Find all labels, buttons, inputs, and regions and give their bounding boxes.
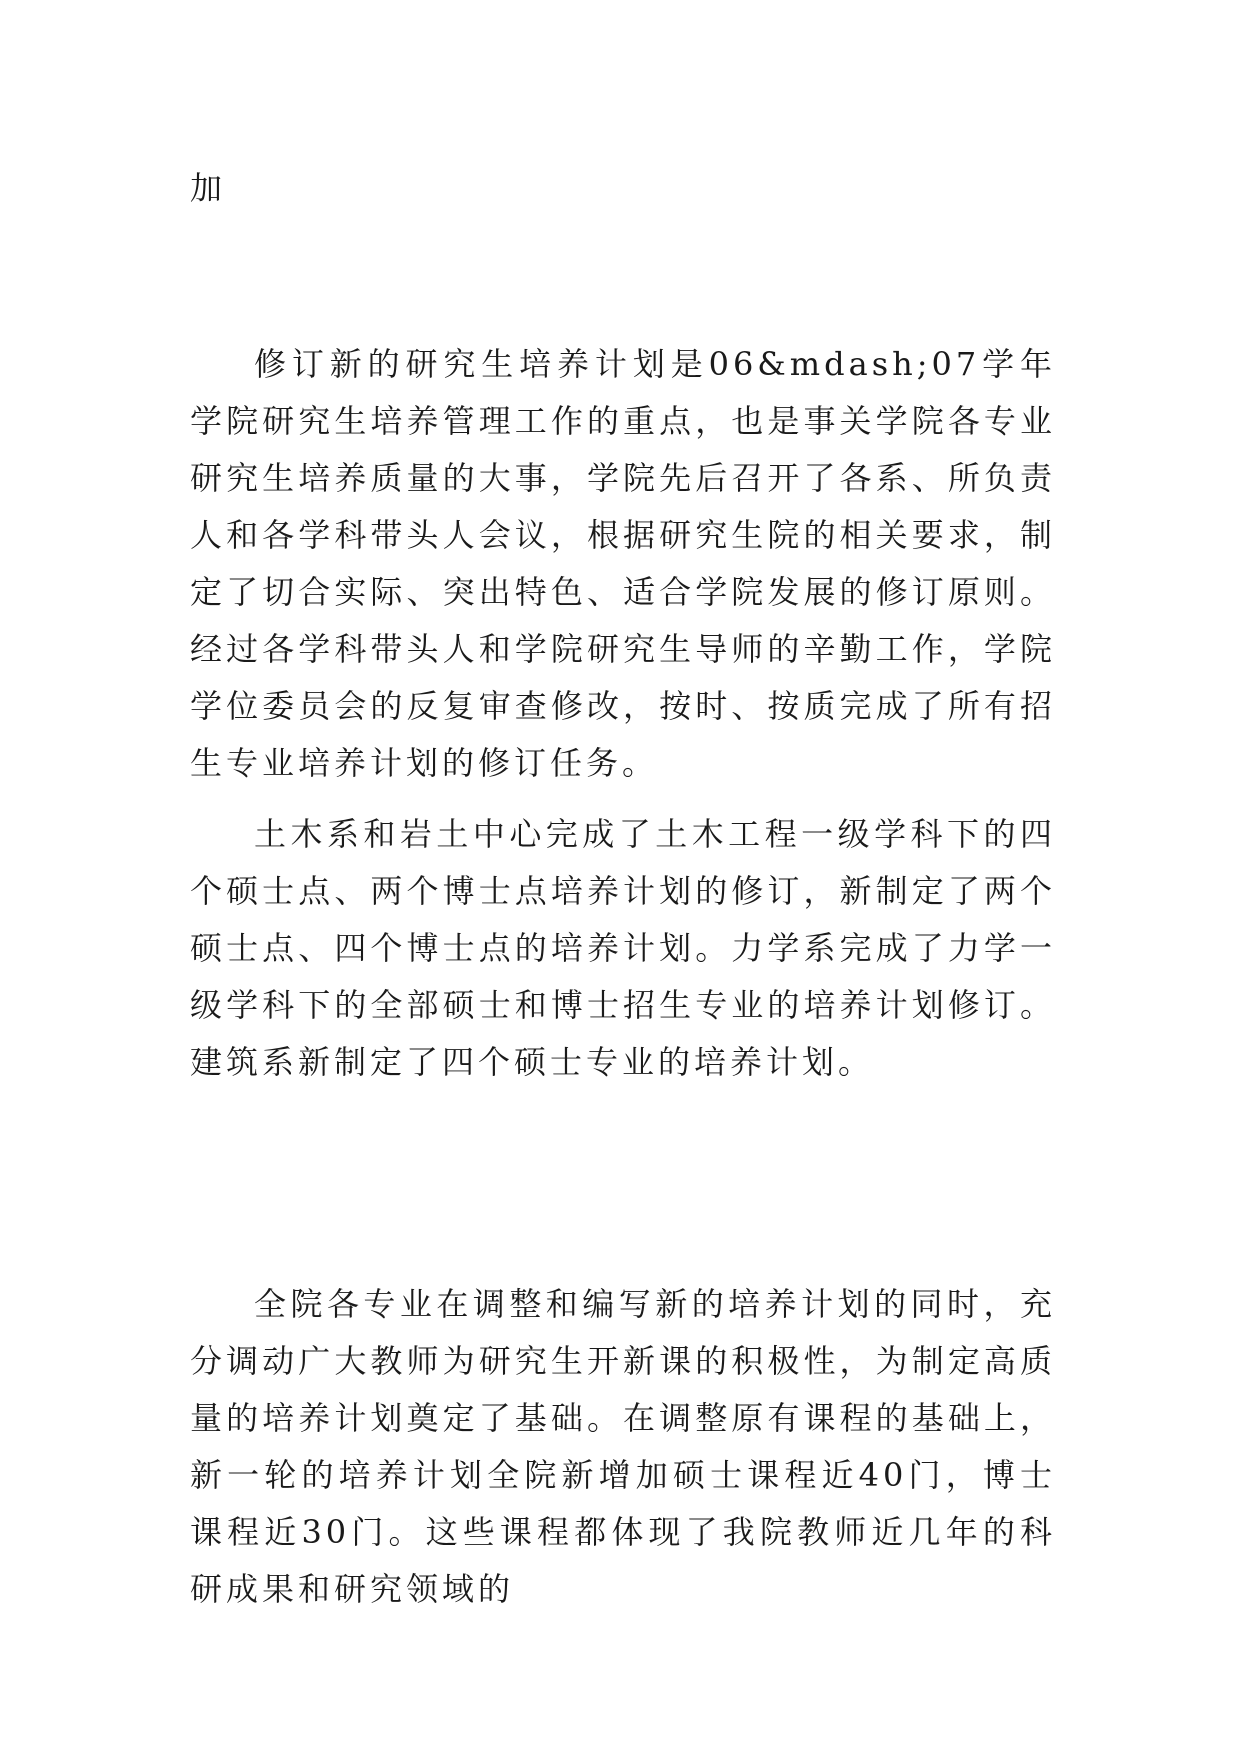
paragraph bbox=[190, 336, 1056, 792]
text-fragment: 加 bbox=[190, 169, 227, 207]
paragraph-text: 土木系和岩土中心完成了土木工程一级学科下的四个硕士点、两个博士点培养计划的修订，新制定了两个硕士点、四个博士点的培养计划。力学系完成了力学一级学科下的全部硕士和博士招生专业的培养计划修订。建筑系新制定了四个硕士专业的培养计划。 bbox=[190, 815, 1056, 1081]
paragraph bbox=[190, 1276, 1056, 1618]
paragraph-text: 全院各专业在调整和编写新的培养计划的同时，充分调动广大教师为研究生开新课的积极性，为制定高质量的培养计划奠定了基础。在调整原有课程的基础上，新一轮的培养计划全院新增加硕士课程近40门，博士课程近30门。这些课程都体现了我院教师近几年的科研成果和研究领域的 bbox=[190, 1285, 1056, 1608]
paragraph bbox=[190, 806, 1056, 1091]
paragraph-text: 修订新的研究生培养计划是06&mdash;07学年学院研究生培养管理工作的重点，也是事关学院各专业研究生培养质量的大事，学院先后召开了各系、所负责人和各学科带头人会议，根据研究生院的相关要求，制定了切合实际、突出特色、适合学院发展的修订原则。经过各学科带头人和学院研究生导师的辛勤工作，学院学位委员会的反复审查修改，按时、按质完成了所有招生专业培养计划的修订任务。 bbox=[190, 345, 1056, 782]
